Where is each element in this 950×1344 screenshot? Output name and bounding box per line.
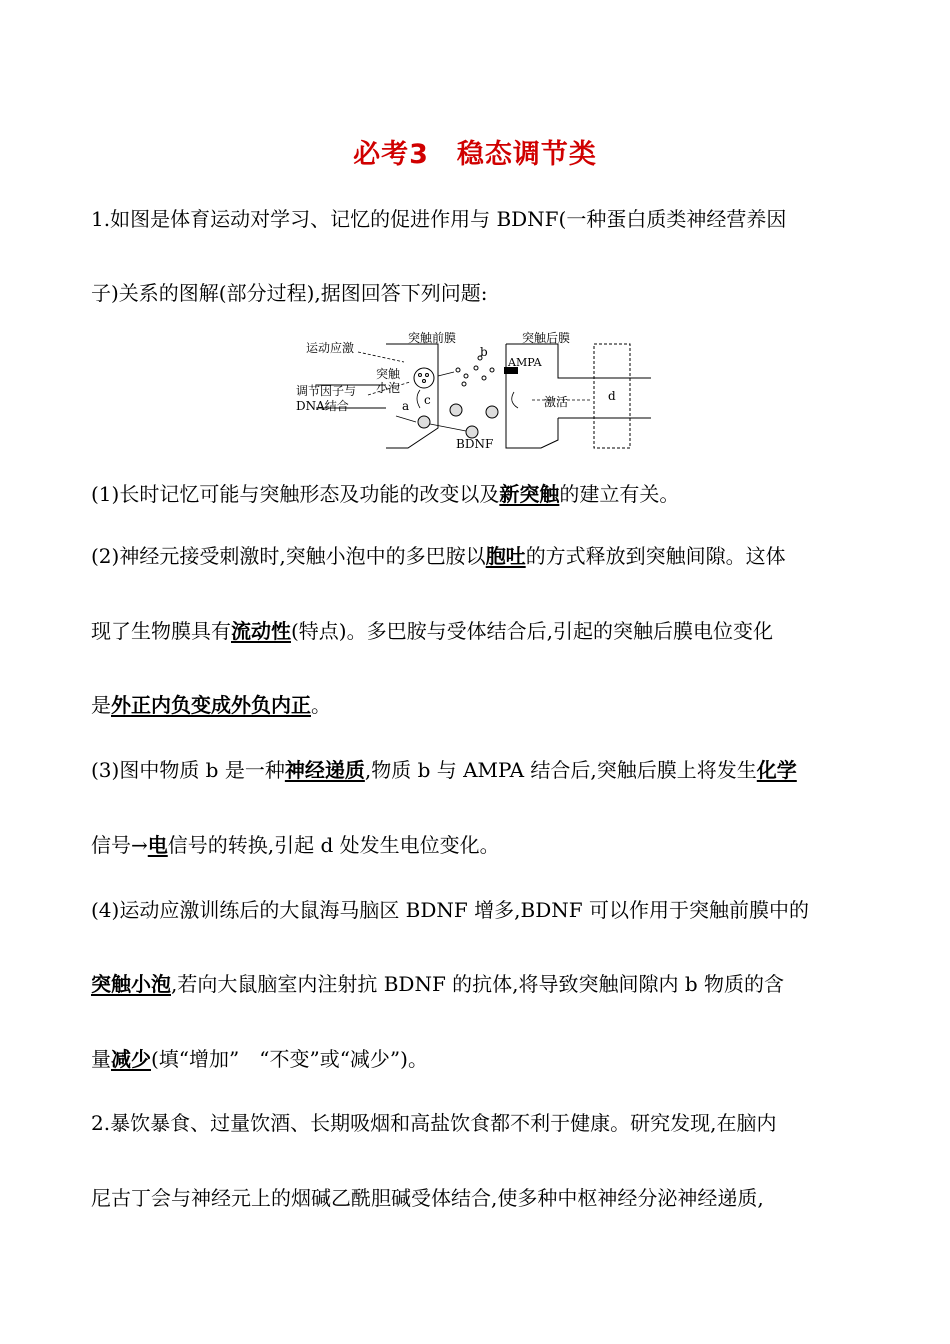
answer: 化学	[756, 758, 797, 782]
label-activate: 激活	[544, 395, 569, 409]
answer: 流动性	[231, 619, 291, 643]
q2-line-2: 尼古丁会与神经元上的烟碱乙酰胆碱受体结合,使多种中枢神经分泌神经递质,	[91, 1186, 764, 1210]
q1-part-3-line-1	[91, 756, 871, 784]
q2-line-1: 2.暴饮暴食、过量饮酒、长期吸烟和高盐饮食都不利于健康。研究发现,在脑内	[91, 1111, 777, 1135]
text: (填“增加” “不变”或“减少”)。	[151, 1047, 428, 1071]
q1-part-4-line-3	[91, 1045, 871, 1073]
label-factor-2: DNA结合	[296, 399, 349, 413]
a-arrow	[396, 416, 416, 422]
label-factor-1: 调节因子与	[296, 384, 357, 398]
text: (3)图中物质 b 是一种	[91, 758, 285, 782]
text: 。	[311, 693, 331, 717]
text: 量	[91, 1047, 111, 1071]
text: ,若向大鼠脑室内注射抗 BDNF 的抗体,将导致突触间隙内 b 物质的含	[171, 972, 785, 996]
q1-part-1	[91, 480, 871, 508]
page-title: 必考3 稳态调节类	[353, 139, 597, 170]
b-molecule	[474, 366, 478, 370]
label-a: a	[402, 399, 410, 413]
b-molecule	[462, 382, 466, 386]
bdnf-particle	[418, 416, 430, 428]
label-d: d	[608, 389, 616, 403]
label-ampa: AMPA	[508, 356, 542, 369]
text: 是	[91, 693, 111, 717]
activate-arrow	[512, 392, 518, 408]
b-molecule	[482, 376, 486, 380]
answer: 神经递质	[284, 758, 365, 782]
label-vesicle-1: 突触	[376, 367, 401, 381]
text: (2)神经元接受刺激时,突触小泡中的多巴胺以	[91, 544, 486, 568]
q1-part-3-line-2	[91, 831, 871, 859]
b-molecule	[490, 368, 494, 372]
answer: 胞吐	[485, 544, 526, 568]
c-arrow	[417, 390, 420, 408]
text: (特点)。多巴胺与受体结合后,引起的突触后膜电位变化	[291, 619, 773, 643]
text: (1)长时记忆可能与突触形态及功能的改变以及	[91, 482, 500, 506]
label-c: c	[424, 393, 431, 407]
text: 的建立有关。	[559, 482, 680, 506]
answer: 突触小泡	[91, 972, 171, 996]
answer: 外正内负变成外负内正	[111, 693, 311, 717]
bdnf-particle	[450, 404, 462, 416]
answer: 新突触	[499, 482, 560, 506]
synapse-diagram	[296, 330, 656, 455]
label-bdnf: BDNF	[456, 437, 494, 451]
q1-stem-line-2: 子)关系的图解(部分过程),据图回答下列问题:	[91, 281, 488, 305]
text: 信号的转换,引起 d 处发生电位变化。	[167, 833, 500, 857]
answer: 减少	[111, 1047, 151, 1071]
b-molecule	[464, 374, 468, 378]
label-stress: 运动应激	[306, 341, 355, 355]
bdnf-particle	[486, 406, 498, 418]
q1-part-4-line-1: (4)运动应激训练后的大鼠海马脑区 BDNF 增多,BDNF 可以作用于突触前膜中的	[91, 898, 809, 922]
synaptic-vesicle	[414, 368, 434, 388]
label-vesicle-2: 小泡	[376, 381, 401, 395]
q1-part-2-line-2	[91, 617, 871, 645]
q1-part-4-line-2	[91, 970, 871, 998]
text: 信号→	[91, 833, 148, 857]
label-post-membrane: 突触后膜	[522, 331, 571, 345]
text: ,物质 b 与 AMPA 结合后,突触后膜上将发生	[364, 758, 757, 782]
text: 现了生物膜具有	[91, 619, 231, 643]
b-molecule	[456, 368, 460, 372]
label-pre-membrane: 突触前膜	[408, 331, 457, 345]
stress-arrow	[358, 352, 404, 362]
q1-stem-line-1: 1.如图是体育运动对学习、记忆的促进作用与 BDNF(一种蛋白质类神经营养因	[91, 207, 787, 231]
q1-part-2-line-3	[91, 691, 871, 719]
answer: 电	[147, 833, 168, 857]
q1-part-2-line-1	[91, 542, 871, 570]
release-arrow	[438, 372, 454, 376]
text: 的方式释放到突触间隙。这体	[525, 544, 786, 568]
label-b: b	[480, 345, 488, 359]
